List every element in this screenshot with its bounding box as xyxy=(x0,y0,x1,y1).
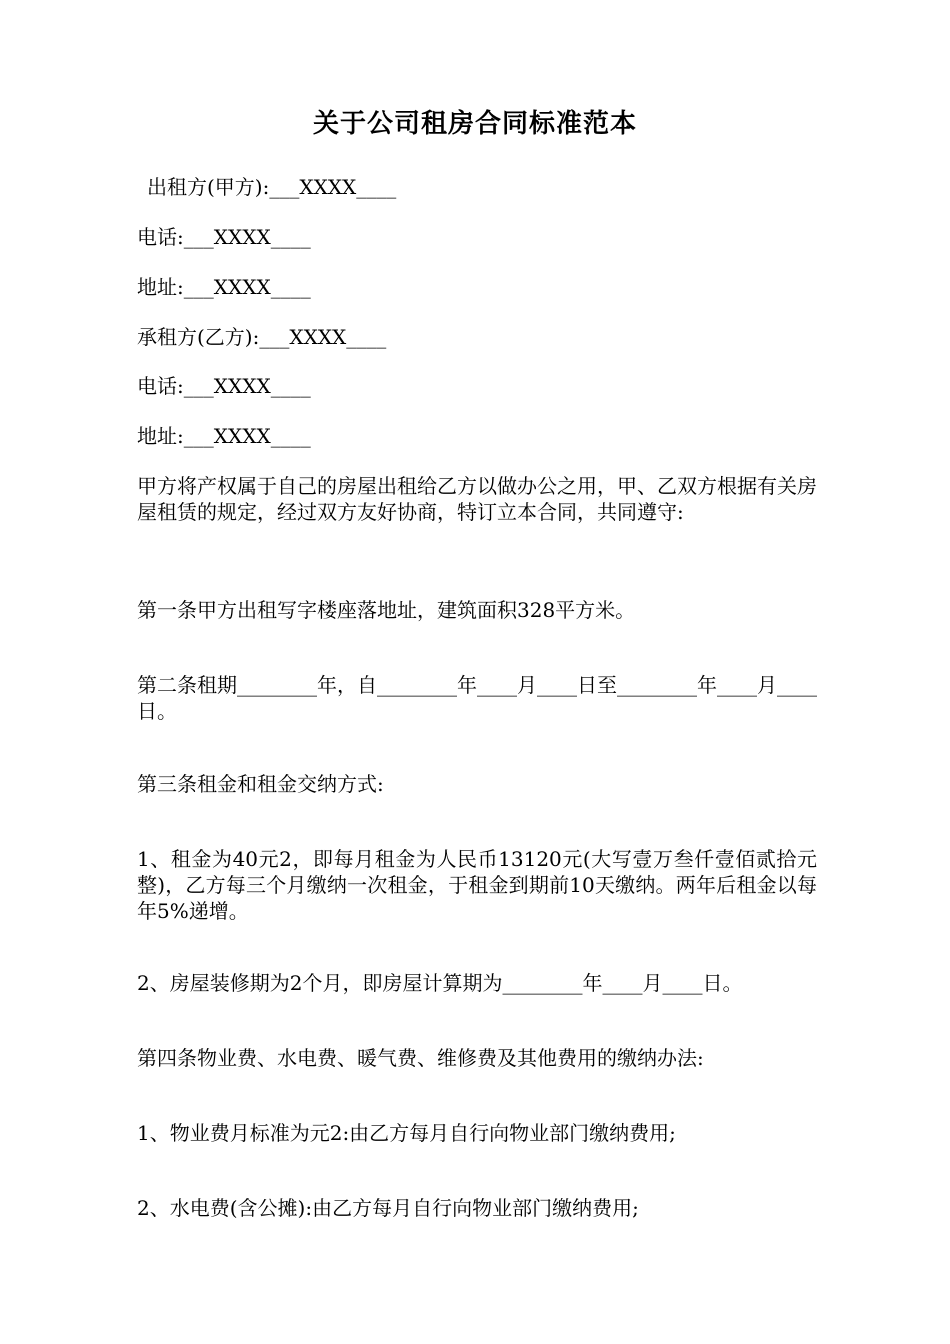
article-3-item-2: 2、房屋装修期为2个月，即房屋计算期为________年____月____日。 xyxy=(137,971,743,995)
article-3-item-1: 1、租金为40元2，即每月租金为人民币13120元(大写壹万叁仟壹佰贰拾元整)，乙方每三个月缴纳一次租金，于租金到期前10天缴纳。两年后租金以每年5%递增。 xyxy=(137,847,817,923)
article-3-heading: 第三条租金和租金交纳方式: xyxy=(137,772,384,796)
lessee-line: 承租方(乙方):___XXXX____ xyxy=(137,325,387,349)
article-4-item-2: 2、水电费(含公摊):由乙方每月自行向物业部门缴纳费用; xyxy=(137,1196,639,1220)
lessor-line: 出租方(甲方):___XXXX____ xyxy=(147,175,397,199)
document-title: 关于公司租房合同标准范本 xyxy=(312,109,637,139)
article-4-item-1: 1、物业费月标准为元2:由乙方每月自行向物业部门缴纳费用; xyxy=(137,1121,676,1145)
lessor-address-line: 地址:___XXXX____ xyxy=(137,275,311,299)
article-4-heading: 第四条物业费、水电费、暖气费、维修费及其他费用的缴纳办法: xyxy=(137,1046,704,1070)
lessor-phone-line: 电话:___XXXX____ xyxy=(137,225,311,249)
intro-paragraph: 甲方将产权属于自己的房屋出租给乙方以做办公之用，甲、乙双方根据有关房屋租赁的规定，经过双方友好协商，特订立本合同，共同遵守: xyxy=(137,474,817,524)
lessee-phone-line: 电话:___XXXX____ xyxy=(137,374,311,398)
lessee-address-line: 地址:___XXXX____ xyxy=(137,424,311,448)
article-1: 第一条甲方出租写字楼座落地址，建筑面积328平方米。 xyxy=(137,598,636,622)
article-2: 第二条租期________年，自________年____月____日至________年____月____日。 xyxy=(137,673,817,723)
